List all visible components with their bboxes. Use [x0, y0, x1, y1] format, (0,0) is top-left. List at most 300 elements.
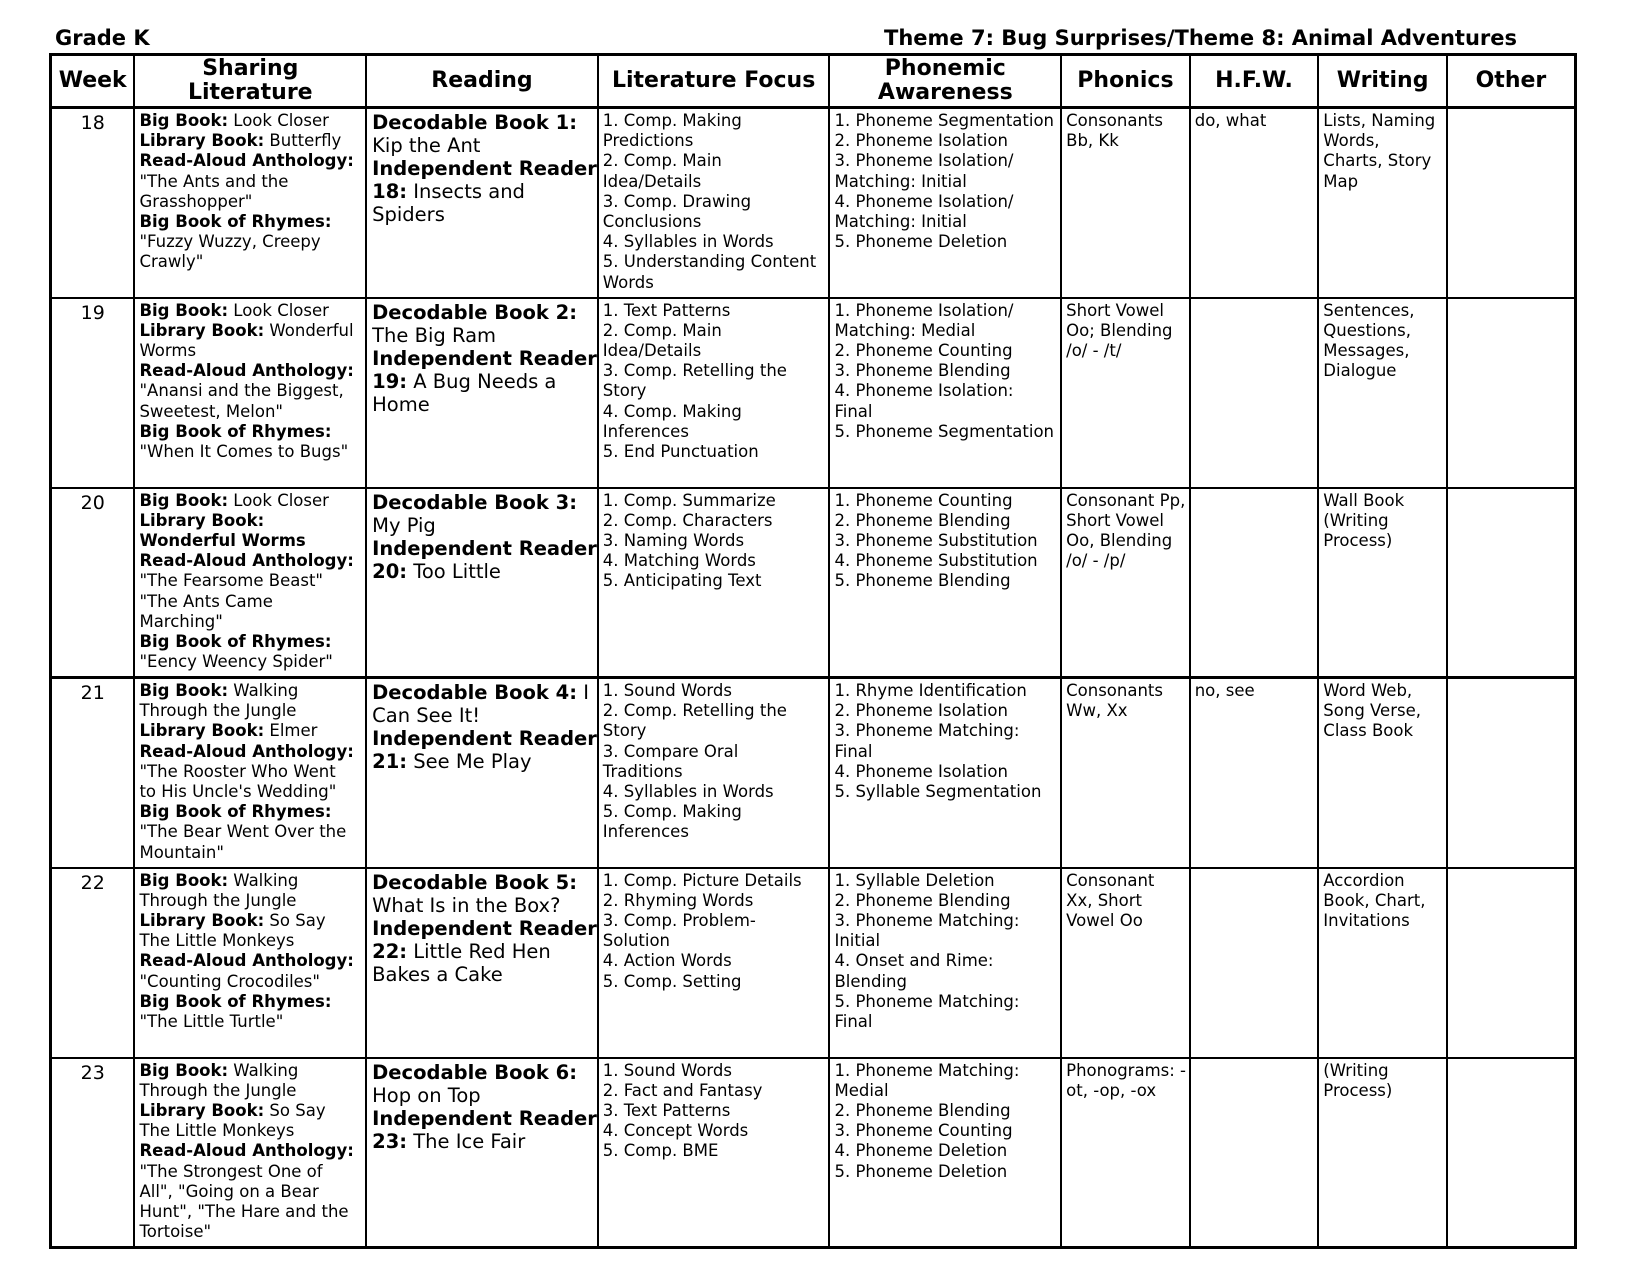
cell-line: (Writing: [1323, 1060, 1389, 1080]
cell-line: Story: [602, 381, 647, 401]
phonemic-awareness-cell: [829, 108, 1061, 298]
cell-line: [139, 1162, 361, 1182]
cell-line-label: Big Book of Rhymes:: [139, 421, 332, 441]
literature-focus-cell: [598, 678, 830, 868]
sharing-literature-cell-content: [135, 1059, 365, 1245]
cell-line-text: Kip the Ant: [372, 134, 481, 157]
cell-line: [372, 393, 592, 416]
cell-line: 4. Syllables in Words: [602, 232, 774, 252]
cell-line: [372, 346, 597, 370]
cell-line: [139, 252, 361, 272]
cell-line-text: "Fuzzy Wuzzy, Creepy: [139, 232, 321, 252]
sharing-literature-cell: [134, 488, 366, 678]
cell-line-text: Marching": [139, 611, 223, 631]
col-header-line: Phonemic: [884, 56, 1006, 81]
cell-line: [139, 612, 361, 632]
cell-line: [139, 422, 361, 442]
cell-line-label: Independent Reader: [372, 727, 597, 750]
cell-line-text: Look Closer: [228, 300, 329, 320]
hfw-cell-content: [1191, 489, 1318, 493]
cell-line: [139, 232, 361, 252]
cell-line: [139, 571, 361, 591]
col-header-phonics: Phonics: [1061, 55, 1190, 108]
cell-line-text: Insects and: [407, 180, 525, 203]
sharing-literature-cell: [134, 298, 366, 488]
cell-line: Xx, Short: [1066, 890, 1142, 910]
phonics-cell-content: [1062, 869, 1189, 934]
writing-cell: [1318, 868, 1447, 1058]
cell-line: 5. Comp. Making: [602, 802, 742, 822]
sharing-literature-cell: [134, 868, 366, 1058]
cell-line-text: The Ice Fair: [407, 1129, 526, 1153]
cell-line: [139, 632, 361, 652]
cell-line-text: Through the Jungle: [139, 1080, 297, 1100]
cell-line-text: Crawly": [139, 252, 204, 272]
cell-line-label: Independent Reader: [372, 1106, 597, 1130]
cell-line: [139, 951, 361, 971]
phonemic-awareness-cell-content: [830, 489, 1060, 594]
cell-line: [372, 704, 592, 727]
cell-line: Sentences,: [1323, 300, 1415, 320]
cell-line: [139, 192, 361, 212]
theme-title: Theme 7: Bug Surprises/Theme 8: Animal Adventures: [884, 26, 1517, 50]
cell-line: ot, -op, -ox: [1066, 1080, 1157, 1100]
cell-line-text: Tortoise": [139, 1222, 212, 1242]
other-cell: [1447, 108, 1576, 298]
cell-line-label: Big Book of Rhymes:: [139, 212, 332, 232]
cell-line-label: Library Book:: [139, 320, 265, 340]
cell-line: [372, 111, 592, 134]
writing-cell: [1318, 108, 1447, 298]
cell-line: Short Vowel: [1066, 300, 1164, 320]
cell-line-label: Library Book:: [139, 510, 265, 530]
cell-line: Initial: [834, 931, 881, 951]
reading-cell: [366, 298, 598, 488]
cell-line: 1. Comp. Summarize: [602, 490, 776, 510]
literature-focus-cell-content: [599, 109, 829, 295]
cell-line: 2. Comp. Retelling the: [602, 701, 787, 721]
cell-line: [372, 324, 592, 347]
cell-line: [139, 172, 361, 192]
writing-cell: [1318, 298, 1447, 488]
cell-line: 1. Comp. Making: [602, 111, 742, 130]
week-cell: [51, 1058, 135, 1248]
cell-line-text: Mountain": [139, 842, 224, 862]
col-header-phonemic-awareness: [829, 55, 1061, 108]
cell-line-text: "The Bear Went Over the: [139, 822, 347, 842]
cell-line: Idea/Details: [602, 340, 702, 360]
cell-line: 1. Phoneme Counting: [834, 490, 1013, 510]
cell-line: Matching: Medial: [834, 320, 976, 340]
phonics-cell-content: [1062, 1059, 1189, 1103]
week-number: 22: [80, 871, 105, 894]
cell-line-text: The Big Ram: [372, 323, 497, 347]
cell-line: Final: [834, 1011, 873, 1031]
cell-line-label: 21:: [372, 750, 408, 773]
cell-line: Blending: [834, 971, 907, 991]
cell-line: Process): [1323, 530, 1393, 550]
cell-line: 5. Phoneme Segmentation: [834, 421, 1055, 441]
cell-line: 3. Comp. Problem-: [602, 910, 756, 930]
cell-line: 2. Phoneme Blending: [834, 890, 1011, 910]
cell-line-text: So Say: [264, 1100, 326, 1120]
cell-line: 2. Comp. Characters: [602, 510, 773, 530]
writing-cell-content: [1319, 869, 1446, 934]
cell-line: [372, 1130, 592, 1153]
cell-line: 5. Phoneme Deletion: [834, 1161, 1008, 1181]
other-cell-content: [1448, 869, 1574, 873]
cell-line: 1. Phoneme Segmentation: [834, 111, 1055, 130]
writing-cell-content: [1319, 109, 1446, 194]
cell-line: 5. Phoneme Deletion: [834, 232, 1008, 252]
cell-line: Predictions: [602, 131, 694, 151]
cell-line-text: "The Fearsome Beast": [139, 571, 324, 591]
cell-line: Words,: [1323, 131, 1380, 151]
cell-line: [139, 1202, 361, 1222]
cell-line-label: 23:: [372, 1129, 408, 1153]
cell-line-text: What Is in the Box?: [372, 893, 561, 917]
cell-line: 4. Phoneme Isolation/: [834, 191, 1014, 211]
cell-line-label: Independent Reader: [372, 157, 597, 180]
cell-line: Book, Chart,: [1323, 890, 1426, 910]
cell-line: Lists, Naming: [1323, 111, 1436, 130]
writing-cell-content: [1319, 299, 1446, 384]
col-header-reading: Reading: [366, 55, 598, 108]
cell-line: [139, 361, 361, 381]
col-header-week: Week: [51, 55, 135, 108]
cell-line: [139, 1222, 361, 1242]
cell-line: do, what: [1194, 111, 1267, 130]
phonics-cell: [1061, 1058, 1190, 1248]
cell-line: [372, 1084, 592, 1107]
phonics-cell: [1061, 488, 1190, 678]
cell-line: 1. Sound Words: [602, 681, 732, 700]
cell-line: Accordion: [1323, 870, 1405, 890]
cell-line-label: Independent Reader: [372, 346, 597, 370]
cell-line: 4. Concept Words: [602, 1121, 749, 1141]
cell-line-text: Walking: [228, 1060, 299, 1080]
cell-line: 4. Phoneme Isolation:: [834, 381, 1014, 401]
literature-focus-cell: [598, 868, 830, 1058]
hfw-cell-content: [1191, 109, 1318, 133]
cell-line: Consonant Pp,: [1066, 490, 1186, 510]
cell-line: [139, 843, 361, 863]
hfw-cell-content: [1191, 679, 1318, 703]
cell-line: Traditions: [602, 761, 683, 781]
cell-line-text: Sweetest, Melon": [139, 401, 284, 421]
cell-line: [139, 151, 361, 171]
cell-line-label: Big Book:: [139, 1060, 229, 1080]
cell-line: [372, 514, 592, 537]
cell-line: 5. Understanding Content: [602, 252, 817, 272]
cell-line: [372, 727, 597, 750]
cell-line: 3. Comp. Retelling the: [602, 361, 787, 381]
cell-line: 1. Phoneme Matching:: [834, 1060, 1020, 1080]
cell-line: Medial: [834, 1080, 889, 1100]
cell-line-text: Through the Jungle: [139, 890, 297, 910]
reading-cell: [366, 1058, 598, 1248]
cell-line: [372, 203, 592, 226]
cell-line: [372, 963, 592, 986]
cell-line: 3. Phoneme Blending: [834, 361, 1011, 381]
cell-line: Story: [602, 721, 647, 741]
phonemic-awareness-cell: [829, 678, 1061, 868]
cell-line-text: I: [577, 681, 589, 704]
col-header-line: Sharing: [202, 56, 299, 81]
cell-line-label: Big Book of Rhymes:: [139, 802, 332, 822]
cell-line-label: Decodable Book 4:: [372, 681, 578, 704]
other-cell-content: [1448, 489, 1574, 493]
cell-line: [139, 911, 361, 931]
cell-line: 2. Phoneme Isolation: [834, 131, 1008, 151]
cell-line-label: Read-Aloud Anthology:: [139, 741, 354, 761]
cell-line: 5. Comp. Setting: [602, 971, 742, 991]
phonics-cell-content: [1062, 109, 1189, 153]
writing-cell: [1318, 1058, 1447, 1248]
cell-line: Oo, Blending: [1066, 530, 1173, 550]
header-row: [51, 55, 1576, 108]
cell-line-label: Library Book:: [139, 1100, 265, 1120]
col-header-other: Other: [1447, 55, 1576, 108]
literature-focus-cell: [598, 1058, 830, 1248]
cell-line-label: Library Book:: [139, 910, 265, 930]
hfw-cell: [1190, 1058, 1319, 1248]
cell-line: 3. Phoneme Isolation/: [834, 151, 1014, 171]
cell-line: Final: [834, 741, 873, 761]
reading-cell: [366, 488, 598, 678]
cell-line-label: Wonderful Worms: [139, 530, 306, 550]
sharing-literature-cell-content: [135, 109, 365, 275]
cell-line: 5. Comp. BME: [602, 1141, 719, 1161]
cell-line: Wall Book: [1323, 490, 1405, 510]
week-cell: [51, 678, 135, 868]
cell-line-label: Big Book:: [139, 300, 229, 320]
cell-line: 4. Phoneme Isolation: [834, 761, 1008, 781]
cell-line: 4. Phoneme Deletion: [834, 1141, 1008, 1161]
cell-line: [139, 891, 361, 911]
cell-line: Inferences: [602, 822, 689, 842]
cell-line: 3. Phoneme Substitution: [834, 530, 1038, 550]
cell-line-text: "Eency Weency Spider": [139, 652, 333, 672]
cell-line-label: Big Book:: [139, 490, 229, 510]
cell-line-label: 22:: [372, 939, 408, 963]
col-header-writing: Writing: [1318, 55, 1447, 108]
cell-line-label: Big Book of Rhymes:: [139, 631, 332, 651]
cell-line: Questions,: [1323, 320, 1411, 340]
cell-line: 5. Anticipating Text: [602, 571, 762, 591]
cell-line: (Writing: [1323, 510, 1389, 530]
cell-line: [139, 931, 361, 951]
hfw-cell: [1190, 678, 1319, 868]
cell-line-label: Big Book:: [139, 111, 229, 130]
cell-line-label: 20:: [372, 559, 408, 583]
cell-line: Idea/Details: [602, 171, 702, 191]
cell-line-label: Decodable Book 1:: [372, 111, 578, 134]
phonics-cell-content: [1062, 679, 1189, 723]
cell-line: [139, 1141, 361, 1161]
cell-line: 4. Syllables in Words: [602, 782, 774, 802]
cell-line: 3. Naming Words: [602, 530, 745, 550]
cell-line-label: Library Book:: [139, 721, 265, 741]
literature-focus-cell-content: [599, 869, 829, 994]
cell-line: [139, 762, 361, 782]
hfw-cell-content: [1191, 299, 1318, 303]
cell-line: Word Web,: [1323, 681, 1413, 700]
cell-line-text: "The Ants Came: [139, 591, 273, 611]
cell-line: 5. End Punctuation: [602, 441, 759, 461]
cell-line: no, see: [1194, 681, 1255, 700]
cell-line: 1. Comp. Picture Details: [602, 870, 802, 890]
hfw-cell: [1190, 488, 1319, 678]
cell-line-text: All", "Going on a Bear: [139, 1181, 319, 1201]
sharing-literature-cell-content: [135, 299, 365, 465]
cell-line-text: Elmer: [264, 721, 318, 741]
literature-focus-cell: [598, 108, 830, 298]
writing-cell: [1318, 678, 1447, 868]
col-header-literature-focus: Literature Focus: [598, 55, 830, 108]
hfw-cell: [1190, 868, 1319, 1058]
cell-line-text: A Bug Needs a: [407, 369, 557, 393]
sharing-literature-cell: [134, 108, 366, 298]
other-cell: [1447, 488, 1576, 678]
week-cell: [51, 298, 135, 488]
sharing-literature-cell-content: [135, 679, 365, 865]
cell-line: 3. Compare Oral: [602, 741, 739, 761]
cell-line: 4. Action Words: [602, 951, 732, 971]
cell-line-text: Home: [372, 392, 430, 416]
week-cell: [51, 488, 135, 678]
cell-line: 1. Phoneme Isolation/: [834, 300, 1014, 320]
cell-line-text: Too Little: [407, 559, 501, 583]
cell-line: /o/ - /p/: [1066, 551, 1126, 571]
week-number: 20: [80, 491, 105, 514]
table-row: [51, 868, 1576, 1058]
cell-line: [372, 871, 592, 894]
cell-line: 4. Comp. Making: [602, 401, 742, 421]
cell-line: 1. Text Patterns: [602, 300, 731, 320]
cell-line: [139, 1012, 361, 1032]
phonemic-awareness-cell: [829, 868, 1061, 1058]
writing-cell-content: [1319, 489, 1446, 554]
cell-line-text: Little Red Hen: [407, 939, 551, 963]
cell-line-label: Big Book of Rhymes:: [139, 991, 332, 1011]
cell-line-label: 19:: [372, 369, 408, 393]
cell-line: Consonants: [1066, 111, 1163, 130]
cell-line-text: Can See It!: [372, 704, 481, 727]
cell-line-label: Big Book:: [139, 870, 229, 890]
cell-line: 2. Comp. Main: [602, 151, 722, 171]
cell-line: [372, 134, 592, 157]
cell-line: 5. Syllable Segmentation: [834, 782, 1042, 802]
sharing-literature-cell: [134, 678, 366, 868]
writing-cell-content: [1319, 679, 1446, 744]
other-cell: [1447, 1058, 1576, 1248]
cell-line: 3. Text Patterns: [602, 1100, 731, 1120]
cell-line: [139, 1101, 361, 1121]
cell-line: [139, 402, 361, 422]
phonics-cell: [1061, 868, 1190, 1058]
cell-line: Words: [602, 272, 654, 292]
other-cell-content: [1448, 299, 1574, 303]
cell-line-label: Decodable Book 5:: [372, 870, 578, 894]
cell-line: Oo; Blending: [1066, 320, 1173, 340]
page-header: [55, 26, 1555, 52]
literature-focus-cell-content: [599, 299, 829, 465]
writing-cell-content: [1319, 1059, 1446, 1103]
cell-line: [139, 442, 361, 462]
phonemic-awareness-cell-content: [830, 299, 1060, 444]
phonemic-awareness-cell-content: [830, 679, 1060, 804]
other-cell-content: [1448, 679, 1574, 683]
other-cell-content: [1448, 109, 1574, 113]
reading-cell-content: [367, 1059, 597, 1155]
reading-cell-content: [367, 489, 597, 585]
cell-line: 1. Syllable Deletion: [834, 870, 995, 890]
cell-line: [372, 750, 592, 773]
cell-line: 3. Comp. Drawing: [602, 191, 752, 211]
cell-line: Dialogue: [1323, 361, 1397, 381]
phonics-cell-content: [1062, 299, 1189, 364]
literature-focus-cell: [598, 488, 830, 678]
cell-line: [139, 491, 361, 511]
table-row: [51, 298, 1576, 488]
cell-line-text: "When It Comes to Bugs": [139, 441, 349, 461]
cell-line: 4. Matching Words: [602, 551, 756, 571]
cell-line: [139, 802, 361, 822]
cell-line: [372, 916, 597, 940]
cell-line: 3. Phoneme Matching:: [834, 721, 1020, 741]
cell-line: Messages,: [1323, 340, 1410, 360]
col-header-sharing-literature: [134, 55, 366, 108]
cell-line-text: to His Uncle's Wedding": [139, 782, 337, 802]
other-cell: [1447, 678, 1576, 868]
col-header-line: Literature: [187, 80, 313, 105]
cell-line: [139, 111, 361, 131]
cell-line: Consonants: [1066, 681, 1163, 700]
sharing-literature-cell-content: [135, 489, 365, 675]
cell-line: Bb, Kk: [1066, 131, 1119, 151]
cell-line: [139, 381, 361, 401]
table-row: [51, 1058, 1576, 1248]
cell-line-label: Read-Aloud Anthology:: [139, 551, 354, 571]
cell-line-text: Grasshopper": [139, 191, 253, 211]
cell-line-text: Through the Jungle: [139, 701, 297, 721]
week-cell: [51, 868, 135, 1058]
cell-line: [139, 1061, 361, 1081]
cell-line-label: Read-Aloud Anthology:: [139, 1141, 354, 1161]
table-row: [51, 108, 1576, 298]
cell-line: [372, 681, 592, 704]
cell-line: [139, 822, 361, 842]
cell-line: 3. Phoneme Counting: [834, 1121, 1013, 1141]
cell-line: [139, 742, 361, 762]
lesson-plan-table: [49, 53, 1577, 1249]
reading-cell-content: [367, 109, 597, 228]
literature-focus-cell-content: [599, 1059, 829, 1164]
cell-line: [139, 321, 361, 341]
cell-line-text: "The Rooster Who Went: [139, 761, 336, 781]
week-number: 21: [80, 682, 105, 704]
cell-line: [372, 940, 592, 963]
cell-line-text: Bakes a Cake: [372, 962, 503, 986]
cell-line-text: Walking: [228, 681, 299, 700]
cell-line-text: My Pig: [372, 513, 436, 537]
sharing-literature-cell: [134, 1058, 366, 1248]
phonemic-awareness-cell-content: [830, 1059, 1060, 1184]
cell-line: [139, 992, 361, 1012]
cell-line-label: Big Book:: [139, 681, 229, 700]
cell-line-label: Library Book:: [139, 131, 265, 151]
